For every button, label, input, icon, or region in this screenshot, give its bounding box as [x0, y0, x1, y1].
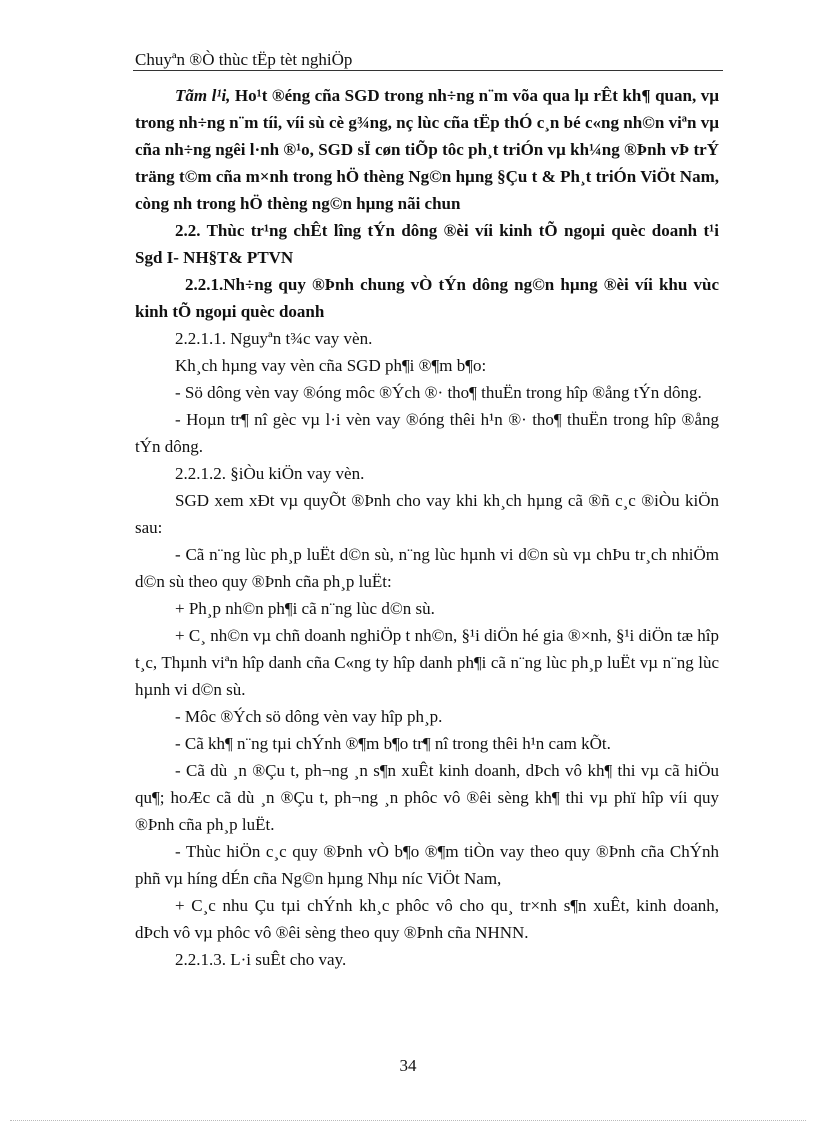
subheading-2-2-1-3: 2.2.1.3. L·i suÊt cho vay.	[175, 950, 347, 969]
paragraph: - Cã n¨ng lùc ph¸p luËt d©n sù, n¨ng lùc hµnh vi d©n sù vµ chÞu tr¸ch nhiÖm d©n sù theo quy ®Þnh cña ph¸p luËt:	[135, 545, 719, 591]
header-rule	[133, 70, 723, 71]
paragraph: + C¸c nhu Çu tµi chÝnh kh¸c phôc vô cho qu¸ tr×nh s¶n xuÊt, kinh doanh, dÞch vô vµ phôc vô ®êi sèng theo quy ®Þnh cña NHNN.	[135, 896, 719, 942]
paragraph: SGD xem xÐt vµ quyÕt ®Þnh cho vay khi kh¸ch hµng cã ®ñ c¸c ®iÒu kiÖn sau:	[135, 491, 719, 537]
subheading-2-2-1-1: 2.2.1.1. Nguyªn t¾c vay vèn.	[175, 329, 373, 348]
paragraph: - Môc ®Ých sö dông vèn vay hîp ph¸p.	[175, 707, 443, 726]
intro-lead: Tãm l¹i,	[175, 86, 231, 105]
paragraph: - Thùc hiÖn c¸c quy ®Þnh vÒ b¶o ®¶m tiÒn vay theo quy ®Þnh cña ChÝnh phñ vµ híng dÉn cña Ng©n hµng Nhµ níc ViÖt Nam,	[135, 842, 719, 888]
page-body	[135, 82, 719, 973]
paragraph: - Hoµn tr¶ nî gèc vµ l·i vèn vay ®óng thêi h¹n ®· tho¶ thuËn trong hîp ®ång tÝn dông.	[135, 410, 719, 456]
section-heading-2-2: 2.2. Thùc tr¹ng chÊt lîng tÝn dông ®èi víi kinh tÕ ngoµi quèc doanh t¹i Sgd I- NH§T& PTVN	[135, 221, 719, 267]
paragraph: - Sö dông vèn vay ®óng môc ®Ých ®· tho¶ thuËn trong hîp ®ång tÝn dông.	[175, 383, 702, 402]
intro-text: Ho¹t ®éng cña SGD trong nh÷ng n¨m võa qua lµ rÊt kh¶ quan, vµ trong nh÷ng n¨m tíi, víi sù cè g¾ng, nç lùc cña tËp thÓ c¸n bé c«ng nh©n viªn vµ cña nh÷ng ngêi l·nh ®¹o, SGD sÏ cøn tiÕp tôc ph¸t triÓn vµ kh¼ng ®Þnh vÞ trÝ träng t©m cña m×nh trong hÖ thèng Ng©n hµng §Çu t & Ph¸t triÓn ViÖt Nam, còng nh trong hÖ thèng ng©n hµng nãi chun	[135, 86, 719, 213]
running-header: Chuyªn ®Ò thùc tËp tèt nghiÖp	[135, 50, 353, 69]
paragraph: + C¸ nh©n vµ chñ doanh nghiÖp t nh©n, §¹i diÖn hé gia ®×nh, §¹i diÖn tæ hîp t¸c, Thµnh viªn hîp danh cña C«ng ty hîp danh ph¶i cã n¨ng lùc ph¸p luËt vµ n¨ng lùc hµnh vi d©n sù.	[135, 626, 719, 699]
paragraph: - Cã dù ¸n ®Çu t, ph¬ng ¸n s¶n xuÊt kinh doanh, dÞch vô kh¶ thi vµ cã hiÖu qu¶; hoÆc cã dù ¸n ®Çu t, ph¬ng ¸n phôc vô ®êi sèng kh¶ thi vµ phï hîp víi quy ®Þnh cña ph¸p luËt.	[135, 761, 719, 834]
paragraph: Kh¸ch hµng vay vèn cña SGD ph¶i ®¶m b¶o:	[175, 356, 487, 375]
page-number: 34	[399, 1056, 417, 1075]
subheading-2-2-1-2: 2.2.1.2. §iÒu kiÖn vay vèn.	[175, 464, 365, 483]
paragraph: - Cã kh¶ n¨ng tµi chÝnh ®¶m b¶o tr¶ nî trong thêi h¹n cam kÕt.	[175, 734, 611, 753]
page-bottom-divider	[10, 1120, 806, 1121]
section-heading-2-2-1: 2.2.1.Nh÷ng quy ®Þnh chung vÒ tÝn dông ng©n hµng ®èi víi khu vùc kinh tÕ ngoµi quèc doanh	[135, 275, 719, 321]
intro-paragraph	[135, 82, 719, 217]
paragraph: + Ph¸p nh©n ph¶i cã n¨ng lùc d©n sù.	[175, 599, 435, 618]
